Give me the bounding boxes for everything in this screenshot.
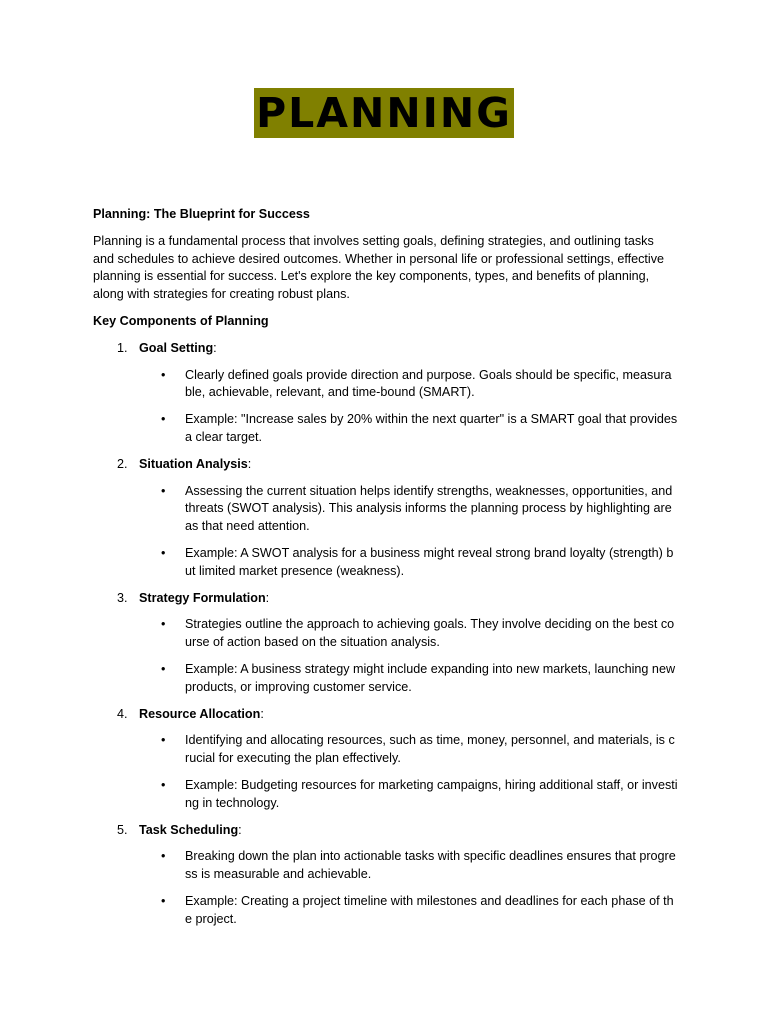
bullet-item — [93, 545, 678, 581]
list-item-number: 1. — [117, 340, 128, 355]
list-item-number: 5. — [117, 822, 128, 837]
bullet-item — [93, 616, 678, 652]
bullet-icon: • — [161, 367, 166, 382]
bullet-icon: • — [161, 483, 166, 498]
intro-paragraph: Planning is a fundamental process that involves setting goals, defining strategies, and outlining tasks and schedules to achieve desired outcomes. Whether in personal life or professional settings, effective planning is essential for success. Let's explore the key components, types, and benefits of planning, along with strategies for creating robust plans. — [93, 233, 665, 302]
bullet-text: Example: Budgeting resources for marketing campaigns, hiring additional staff, or investing in technology. — [185, 777, 678, 810]
bullet-item — [93, 893, 678, 929]
bullet-item — [93, 661, 678, 697]
bullet-text: Strategies outline the approach to achieving goals. They involve deciding on the best course of action based on the situation analysis. — [185, 617, 675, 650]
bullet-icon: • — [161, 545, 166, 560]
list-item-title: Task Scheduling — [139, 822, 239, 837]
list-item-title: Goal Setting — [139, 340, 214, 355]
bullet-text: Clearly defined goals provide direction and purpose. Goals should be specific, measurable, achievable, relevant, and time-bound (SMART). — [185, 367, 672, 400]
list-item: 4. Resource Allocation: — [93, 706, 678, 724]
bullet-icon: • — [161, 733, 166, 748]
numbered-list — [93, 340, 678, 929]
bullet-icon: • — [161, 777, 166, 792]
bullet-icon: • — [161, 893, 166, 908]
bullet-text: Assessing the current situation helps identify strengths, weaknesses, opportunities, and threats (SWOT analysis). This analysis informs the planning process by highlighting areas that need attention. — [185, 483, 673, 534]
bullet-item — [93, 411, 678, 447]
bullet-text: Example: Creating a project timeline with milestones and deadlines for each phase of the project. — [185, 893, 674, 926]
list-item-number: 2. — [117, 456, 128, 471]
bullet-icon: • — [161, 849, 166, 864]
list-item-title: Strategy Formulation — [139, 590, 266, 605]
bullet-item — [93, 848, 678, 884]
bullet-text: Identifying and allocating resources, such as time, money, personnel, and materials, is crucial for executing the plan effectively. — [185, 733, 675, 766]
section-heading: Key Components of Planning — [93, 313, 269, 328]
list-item: 1. Goal Setting: — [93, 340, 678, 358]
document-body — [93, 206, 678, 929]
bullet-text: Example: A business strategy might include expanding into new markets, launching new products, or improving customer service. — [185, 661, 676, 694]
title-container — [0, 88, 768, 138]
document-heading: Planning: The Blueprint for Success — [93, 207, 310, 221]
bullet-icon: • — [161, 617, 166, 632]
list-item: 5. Task Scheduling: — [93, 822, 678, 840]
list-item: 2. Situation Analysis: — [93, 456, 678, 474]
bullet-item — [93, 777, 678, 813]
bullet-item — [93, 732, 678, 768]
list-item-number: 4. — [117, 706, 128, 721]
bullet-icon: • — [161, 661, 166, 676]
bullet-text: Example: A SWOT analysis for a business might reveal strong brand loyalty (strength) but limited market presence (weakness). — [185, 545, 674, 578]
bullet-text: Example: "Increase sales by 20% within the next quarter" is a SMART goal that provides a clear target. — [185, 412, 678, 444]
bullet-item — [93, 367, 678, 403]
list-item-title: Situation Analysis — [139, 456, 248, 471]
bullet-item — [93, 483, 678, 536]
list-item-title: Resource Allocation — [139, 706, 261, 721]
list-item-number: 3. — [117, 590, 128, 605]
document-title: PLANNING — [256, 89, 512, 137]
bullet-icon: • — [161, 412, 166, 427]
list-item: 3. Strategy Formulation: — [93, 590, 678, 608]
bullet-text: Breaking down the plan into actionable tasks with specific deadlines ensures that progress is measurable and achievable. — [185, 849, 676, 882]
